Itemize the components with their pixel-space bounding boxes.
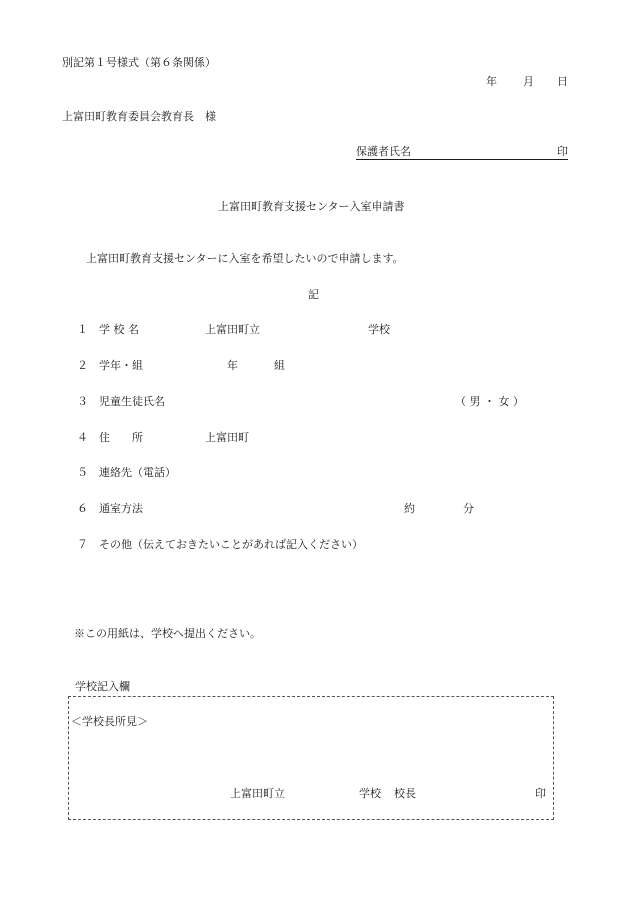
item-number: ７: [77, 538, 88, 551]
intro-text: 上富田町教育支援センターに入室を希望したいので申請します。: [86, 252, 404, 265]
document-title: 上富田町教育支援センター入室申請書: [218, 200, 405, 213]
date-day-label: 日: [557, 75, 568, 88]
school-town-label: 上富田町立: [230, 787, 285, 800]
class-unit: 組: [274, 359, 285, 372]
item-label-other: その他（伝えておきたいことがあれば記入ください）: [99, 538, 363, 551]
principal-label: 校長: [394, 787, 416, 800]
school-label: 学校: [359, 787, 381, 800]
item-number: ４: [77, 431, 88, 444]
principal-seal: 印: [535, 787, 546, 800]
item-number: １: [77, 323, 88, 336]
form-number: 別記第１号様式（第６条関係）: [62, 56, 216, 69]
school-town-prefix: 上富田町立: [205, 323, 260, 336]
item-label-contact: 連絡先（電話）: [99, 466, 176, 479]
date-month-label: 月: [523, 75, 534, 88]
school-section-title: 学校記入欄: [75, 680, 130, 693]
addressee: 上富田町教育委員会教育長 様: [62, 110, 216, 123]
guardian-name-field[interactable]: [356, 145, 568, 160]
item-number: ２: [77, 359, 88, 372]
guardian-name-label: 保護者氏名: [356, 145, 411, 158]
item-label-school-name: 学 校 名: [99, 323, 139, 336]
commute-minutes: 分: [463, 502, 474, 515]
school-entry-box[interactable]: [68, 696, 554, 820]
item-label-commute: 通室方法: [99, 502, 143, 515]
grade-unit: 年: [227, 359, 238, 372]
gender-selector[interactable]: （ 男 ・ 女 ）: [455, 395, 524, 408]
commute-approx: 約: [404, 502, 415, 515]
guardian-seal: 印: [557, 145, 568, 158]
item-number: ３: [77, 395, 88, 408]
address-town-prefix: 上富田町: [205, 431, 249, 444]
submission-note: ※この用紙は、学校へ提出ください。: [74, 627, 261, 640]
item-number: ６: [77, 502, 88, 515]
school-suffix: 学校: [368, 323, 390, 336]
item-number: ５: [77, 466, 88, 479]
item-label-address: 住 所: [99, 431, 143, 444]
date-year-label: 年: [486, 75, 497, 88]
principal-opinion-label: ＜学校長所見＞: [71, 715, 148, 728]
item-label-grade-class: 学年・組: [99, 359, 143, 372]
item-label-student-name: 児童生徒氏名: [99, 395, 165, 408]
ki-heading: 記: [308, 288, 319, 301]
